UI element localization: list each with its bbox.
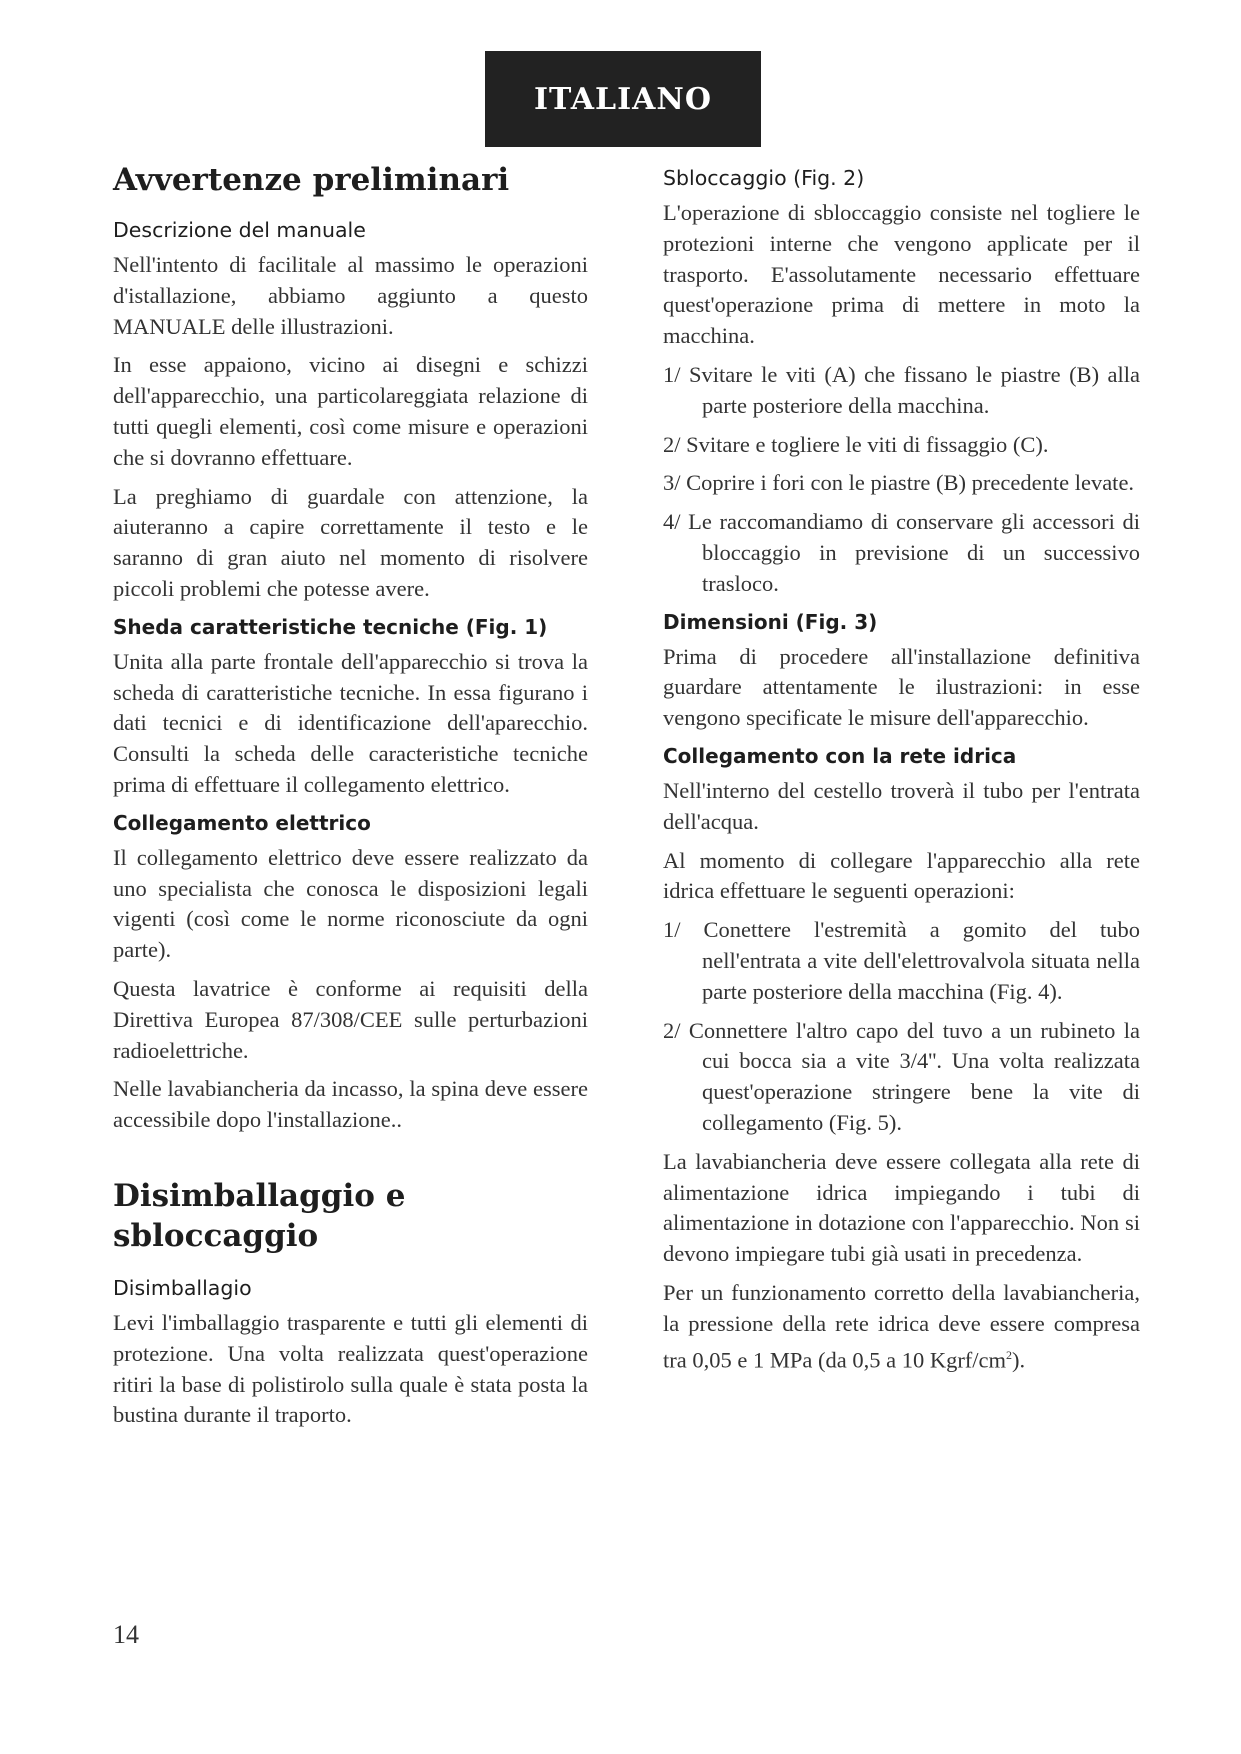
paragraph: L'operazione di sbloccaggio consiste nel togliere le protezioni interne che vengono applicate per il trasporto. E'assolutamente necessario effettuare quest'operazione prima di mettere in moto la macchina.: [663, 200, 1140, 349]
left-column: [113, 160, 588, 1439]
paragraph: Unita alla parte frontale dell'apparecchio si trova la scheda di caratteristiche tecniche. In essa figurano i dati tecnici e di identificazione dell'aparecchio. Consulti la scheda delle caracteristiche tecniche prima di effettuare il collegamento elettrico.: [113, 648, 588, 797]
unlocking-steps-list: [663, 360, 1140, 600]
heading-dimensions: Dimensioni (Fig. 3): [663, 609, 878, 634]
page-number: 14: [113, 1620, 139, 1649]
list-item: 3/ Coprire i fori con le piastre (B) precedente levate.: [663, 470, 1135, 496]
heading-unpacking: Disimballagio: [113, 1275, 252, 1300]
heading-manual-description: Descrizione del manuale: [113, 218, 366, 242]
paragraph: [663, 1278, 1140, 1376]
superscript: 2: [1006, 1347, 1013, 1362]
heading-water-connection: Collegamento con la rete idrica: [663, 743, 1017, 768]
paragraph: La preghiamo di guardale con attenzione, la aiuteranno a capire correttamente il testo e le saranno di gran aiuto nel momento di risolvere piccoli problemi che potesse avere.: [113, 483, 588, 601]
heading-tech-sheet: Sheda caratteristiche tecniche (Fig. 1): [113, 614, 548, 639]
section-title-unpacking: Disimballaggio e sbloccaggio: [113, 1177, 406, 1254]
pressure-text-end: ).: [1012, 1347, 1026, 1372]
paragraph: Nell'interno del cestello troverà il tubo per l'entrata dell'acqua.: [663, 777, 1140, 834]
paragraph: La lavabiancheria deve essere collegata alla rete di alimentazione idrica impiegando i tubi di alimentazione in dotazione con l'apparecchio. Non si devono impiegare tubi già usati in precedenza.: [663, 1148, 1140, 1267]
list-item: 1/ Svitare le viti (A) che fissano le piastre (B) alla parte posteriore della macchina.: [663, 361, 1140, 418]
list-item: 4/ Le raccomandiamo di conservare gli accessori di bloccaggio in previsione di un successivo trasloco.: [663, 509, 1140, 596]
paragraph: Nelle lavabiancheria da incasso, la spina deve essere accessibile dopo l'installazione..: [113, 1076, 588, 1133]
heading-electrical-connection: Collegamento elettrico: [113, 810, 371, 835]
section-title-preliminary: Avvertenze preliminari: [113, 162, 510, 198]
pressure-text: Per un funzionamento corretto della lavabiancheria, la pressione della rete idrica deve essere compresa tra 0,05 e 1 MPa (da 0,5 a 10 Kgrf/cm: [663, 1279, 1140, 1372]
language-tab: ITALIANO: [485, 51, 761, 147]
paragraph: Questa lavatrice è conforme ai requisiti della Direttiva Europea 87/308/CEE sulle perturbazioni radioelettriche.: [113, 975, 588, 1063]
heading-unlocking: Sbloccaggio (Fig. 2): [663, 166, 865, 190]
paragraph: Al momento di collegare l'apparecchio alla rete idrica effettuare le seguenti operazioni:: [663, 847, 1140, 904]
paragraph: Prima di procedere all'installazione definitiva guardare attentamente le ilustrazioni: in esse vengono specificate le misure dell'apparecchio.: [663, 643, 1140, 731]
paragraph: Nell'intento di facilitale al massimo le operazioni d'istallazione, abbiamo aggiunto a questo MANUALE delle illustrazioni.: [113, 252, 588, 339]
list-item: 2/ Svitare e togliere le viti di fissaggio (C).: [663, 431, 1049, 457]
list-item: 2/ Connettere l'altro capo del tuvo a un rubineto la cui bocca sia a vite 3/4''. Una volta realizzata quest'operazione stringere bene la vite di collegamento (Fig. 5).: [663, 1017, 1140, 1135]
paragraph: Il collegamento elettrico deve essere realizzato da uno specialista che conosca le disposizioni legali vigenti (così come le norme riconosciute da ogni parte).: [113, 844, 588, 963]
paragraph: Levi l'imballaggio trasparente e tutti gli elementi di protezione. Una volta realizzata quest'operazione ritiri la base di polistirolo sulla quale è stata posta la bustina durante il traporto.: [113, 1309, 588, 1428]
right-column: [663, 164, 1140, 1384]
list-item: 1/ Conettere l'estremità a gomito del tubo nell'entrata a vite dell'elettrovalvola situata nella parte posteriore della macchina (Fig. 4).: [663, 917, 1140, 1004]
paragraph: In esse appaiono, vicino ai disegni e schizzi dell'apparecchio, una particolareggiata relazione di tutti quegli elementi, così come misure e operazioni che si dovranno effettuare.: [113, 352, 588, 470]
water-connection-steps-list: [663, 915, 1140, 1139]
